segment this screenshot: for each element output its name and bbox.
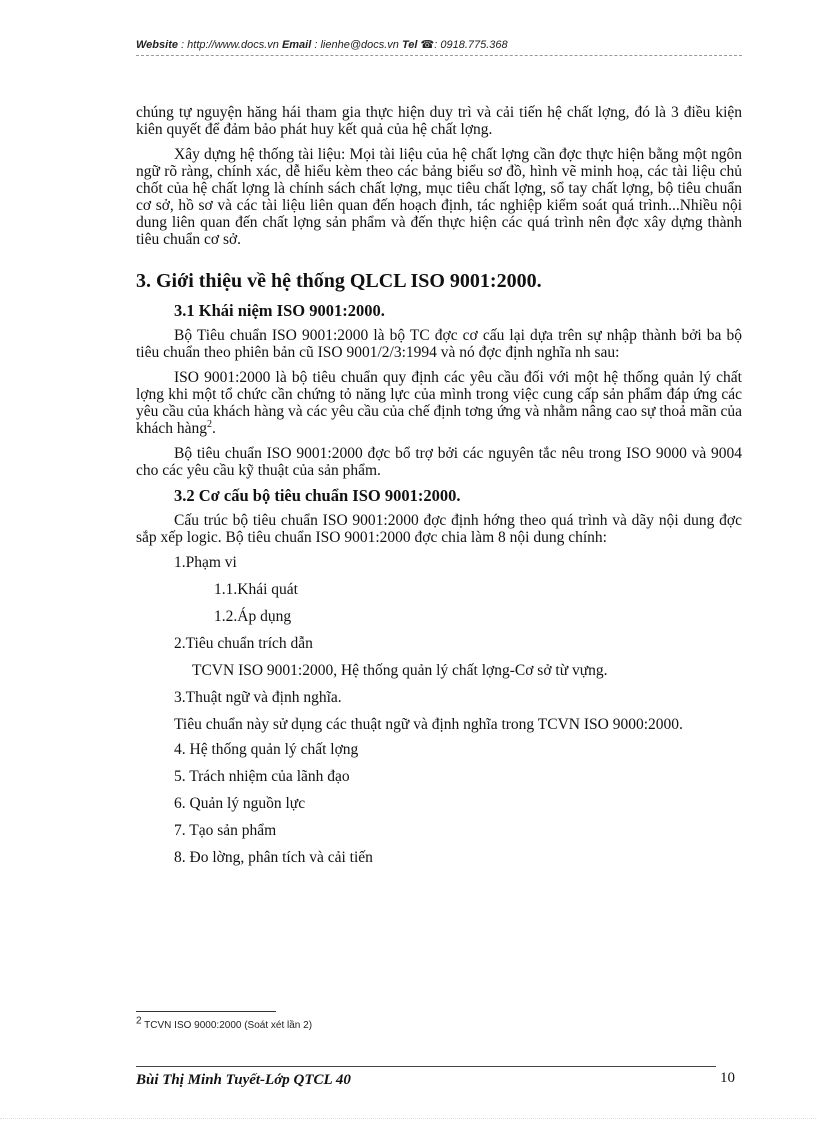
section-heading: 3. Giới thiệu về hệ thống QLCL ISO 9001:2000. <box>136 270 542 292</box>
paragraph-4-end: . <box>212 420 216 437</box>
subsection-heading-3-2: 3.2 Cơ cấu bộ tiêu chuẩn ISO 9001:2000. <box>174 486 461 505</box>
list-item-8: 8. Đo lờng, phân tích và cải tiến <box>174 849 373 866</box>
list-item-4: 4. Hệ thống quản lý chất lợng <box>174 741 359 758</box>
email-label: Email <box>281 39 312 51</box>
list-item-3: 3.Thuật ngữ và định nghĩa. <box>174 689 342 706</box>
paragraph-3: Bộ Tiêu chuẩn ISO 9001:2000 là bộ TC đợc cơ cấu lại dựa trên sự nhập thành bởi ba bộ tiêu chuẩn theo phiên bản cũ ISO 9001/2/3:1994 và nó đợc định nghĩa nh sau: <box>136 327 742 361</box>
page-bottom-edge <box>0 1118 816 1119</box>
footnote-number: 2 <box>136 1015 142 1027</box>
paragraph-4 <box>136 369 742 437</box>
footer-author: Bùi Thị Minh Tuyết-Lớp QTCL 40 <box>136 1072 351 1088</box>
phone-icon: ☎ <box>420 39 435 51</box>
paragraph-4-text: ISO 9001:2000 là bộ tiêu chuẩn quy định các yêu cầu đối với một hệ thống quản lý chất lợng khi một tổ chức cần chứng tỏ năng lực của mình trong việc cung cấp sản phẩm đáp ứng các yêu cầu của khách hàng và các yêu cầu của chế định tơng ứng và nhằm nâng cao sự thoả mãn của khách hàng <box>136 369 742 437</box>
list-item-6: 6. Quản lý nguồn lực <box>174 795 306 812</box>
paragraph-2: Xây dựng hệ thống tài liệu: Mọi tài liệu của hệ chất lợng cần đợc thực hiện bằng một ngôn ngữ rõ ràng, chính xác, dễ hiểu kèm theo các bảng biểu sơ đồ, hình vẽ minh hoạ, các tài liệu chủ chốt của hệ chất lợng là chính sách chất lợng, mục tiêu chất lợng, sổ tay chất lợng, bộ tiêu chuẩn cơ sở, hồ sơ và các tài liệu liên quan đến hoạch định, tác nghiệp kiểm soát quá trình...Nhiều nội dung liên quan đến chất lợng sản phẩm và đến thực hiện các quá trình nên đợc xây dựng thành tiêu chuẩn cơ sở. <box>136 146 742 248</box>
tel-value: : 0918.775.368 <box>434 39 508 51</box>
footnote-divider <box>136 1011 276 1012</box>
list-item-2: 2.Tiêu chuẩn trích dẫn <box>174 635 313 652</box>
header-divider <box>136 55 742 56</box>
tel-label: Tel <box>401 39 418 51</box>
paragraph-1: chúng tự nguyện hăng hái tham gia thực hiện duy trì và cải tiến hệ chất lợng, đó là 3 điều kiện kiên quyết để đảm bảo phát huy kết quả của hệ chất lợng. <box>136 104 742 138</box>
citation-text: TCVN ISO 9001:2000, Hệ thống quản lý chất lợng-Cơ sở từ vựng. <box>192 662 608 679</box>
page-number: 10 <box>720 1070 735 1086</box>
email-value: : lienhe@docs.vn <box>314 39 399 51</box>
paragraph-5: Bộ tiêu chuẩn ISO 9001:2000 đợc bổ trợ bởi các nguyên tắc nêu trong ISO 9000 và 9004 cho các yêu cầu kỹ thuật của sản phẩm. <box>136 445 742 479</box>
list-item-7: 7. Tạo sản phẩm <box>174 822 277 839</box>
paragraph-7: Tiêu chuẩn này sử dụng các thuật ngữ và định nghĩa trong TCVN ISO 9000:2000. <box>174 716 683 733</box>
footnote <box>136 1015 313 1031</box>
page-header <box>136 38 742 51</box>
list-item-1-2: 1.2.Áp dụng <box>214 608 292 625</box>
paragraph-6: Cấu trúc bộ tiêu chuẩn ISO 9001:2000 đợc định hớng theo quá trình và dãy nội dung đợc sắp xếp logic. Bộ tiêu chuẩn ISO 9001:2000 đợc chia làm 8 nội dung chính: <box>136 512 742 546</box>
list-item-5: 5. Trách nhiệm của lãnh đạo <box>174 768 350 785</box>
footer-divider <box>136 1066 716 1067</box>
list-item-1: 1.Phạm vi <box>174 554 237 571</box>
footnote-text: TCVN ISO 9000:2000 (Soát xét lần 2) <box>144 1020 313 1031</box>
subsection-heading-3-1: 3.1 Khái niệm ISO 9001:2000. <box>174 301 385 320</box>
footnote-ref: 2 <box>207 418 213 430</box>
document-body <box>136 104 742 876</box>
website-value: : http://www.docs.vn <box>181 39 279 51</box>
website-label: Website <box>136 39 178 51</box>
list-item-1-1: 1.1.Khái quát <box>214 581 298 598</box>
